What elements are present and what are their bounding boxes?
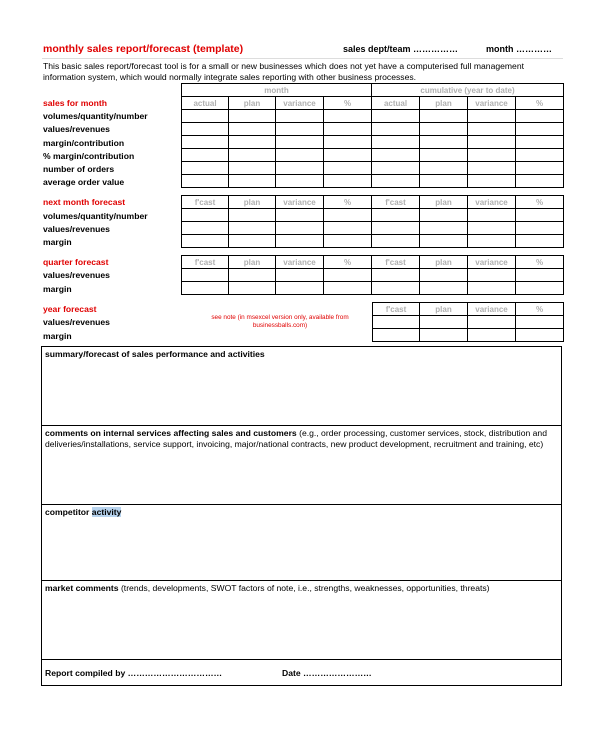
table-cell[interactable]: [372, 235, 420, 248]
table-cell[interactable]: [372, 175, 420, 188]
column-header: %: [516, 97, 564, 110]
column-header: plan: [229, 196, 276, 209]
column-header: f'cast: [182, 196, 229, 209]
table-cell[interactable]: [372, 149, 420, 162]
quarter-forecast-heading: quarter forecast: [43, 257, 109, 267]
table-cell[interactable]: [324, 209, 372, 222]
footer-divider: [41, 659, 562, 660]
table-cell[interactable]: [276, 175, 324, 188]
table-cell[interactable]: [324, 123, 372, 136]
table-row: [182, 175, 564, 188]
table-cell[interactable]: [516, 235, 564, 248]
table-cell[interactable]: [276, 235, 324, 248]
table-cell[interactable]: [468, 209, 516, 222]
table-cell[interactable]: [420, 162, 468, 175]
table-row: [182, 123, 564, 136]
row-label: margin: [43, 284, 72, 294]
column-header: plan: [229, 97, 276, 110]
table-cell[interactable]: [229, 110, 276, 123]
quarter-forecast-table: [181, 255, 564, 295]
table-cell[interactable]: [276, 123, 324, 136]
column-header: plan: [420, 196, 468, 209]
row-label: volumes/quantity/number: [43, 111, 148, 121]
table-cell[interactable]: [420, 222, 468, 235]
table-cell[interactable]: [516, 222, 564, 235]
group-header-month: month: [182, 84, 372, 97]
competitor-label: competitor: [45, 507, 90, 517]
sales-for-month-table: [181, 83, 564, 188]
table-cell[interactable]: [420, 269, 468, 282]
table-cell[interactable]: [182, 136, 229, 149]
table-cell[interactable]: [468, 149, 516, 162]
table-cell[interactable]: [182, 162, 229, 175]
table-cell[interactable]: [516, 282, 564, 295]
next-month-forecast-table: [181, 195, 564, 248]
table-row: [182, 235, 564, 248]
table-cell[interactable]: [516, 329, 564, 342]
table-cell[interactable]: [420, 149, 468, 162]
table-row: [182, 209, 564, 222]
table-row: [182, 282, 564, 295]
table-cell[interactable]: [229, 162, 276, 175]
date-field[interactable]: Date ……………………: [282, 668, 372, 678]
table-cell[interactable]: [372, 136, 420, 149]
table-row: [182, 110, 564, 123]
column-header: %: [324, 256, 372, 269]
table-cell[interactable]: [468, 235, 516, 248]
column-header: variance: [468, 97, 516, 110]
column-header: actual: [372, 97, 420, 110]
table-cell[interactable]: [276, 282, 324, 295]
column-header: plan: [229, 256, 276, 269]
table-row: [182, 269, 564, 282]
header-divider: [42, 58, 563, 59]
row-label: values/revenues: [43, 270, 110, 280]
table-cell[interactable]: [516, 209, 564, 222]
table-cell[interactable]: [324, 136, 372, 149]
table-cell[interactable]: [468, 329, 516, 342]
column-header: %: [516, 303, 564, 316]
table-cell[interactable]: [229, 149, 276, 162]
table-cell[interactable]: [276, 162, 324, 175]
table-cell[interactable]: [324, 110, 372, 123]
year-forecast-heading: year forecast: [43, 304, 97, 314]
column-header: plan: [420, 97, 468, 110]
column-header: f'cast: [372, 196, 420, 209]
table-cell[interactable]: [276, 110, 324, 123]
column-header: %: [516, 196, 564, 209]
table-cell[interactable]: [229, 235, 276, 248]
column-header: variance: [276, 256, 324, 269]
table-cell[interactable]: [516, 316, 564, 329]
table-cell[interactable]: [372, 209, 420, 222]
table-cell[interactable]: [468, 282, 516, 295]
column-header: %: [324, 196, 372, 209]
column-header: %: [324, 97, 372, 110]
comments-box[interactable]: [41, 425, 562, 504]
table-cell[interactable]: [468, 316, 516, 329]
row-label: margin: [43, 237, 72, 247]
table-cell[interactable]: [516, 162, 564, 175]
table-cell[interactable]: [372, 110, 420, 123]
summary-box[interactable]: [41, 346, 562, 425]
table-cell[interactable]: [372, 269, 420, 282]
table-cell[interactable]: [276, 269, 324, 282]
sales-for-month-heading: sales for month: [43, 98, 107, 108]
table-cell[interactable]: [229, 136, 276, 149]
table-cell[interactable]: [420, 282, 468, 295]
market-detail: (trends, developments, SWOT factors of note, i.e., strengths, weaknesses, opportunities, threats): [118, 583, 490, 593]
market-label: market comments: [45, 583, 119, 593]
table-cell[interactable]: [420, 235, 468, 248]
table-cell[interactable]: [229, 282, 276, 295]
competitor-highlight: activity: [91, 507, 122, 517]
table-cell[interactable]: [182, 235, 229, 248]
table-cell[interactable]: [420, 209, 468, 222]
column-header: variance: [276, 196, 324, 209]
column-header: f'cast: [373, 303, 420, 316]
table-cell[interactable]: [324, 282, 372, 295]
table-row: [373, 329, 564, 342]
column-header: f'cast: [372, 256, 420, 269]
column-header: plan: [420, 303, 468, 316]
column-header: actual: [182, 97, 229, 110]
table-cell[interactable]: [468, 110, 516, 123]
column-header: variance: [276, 97, 324, 110]
table-cell[interactable]: [229, 269, 276, 282]
table-cell[interactable]: [468, 222, 516, 235]
next-month-forecast-heading: next month forecast: [43, 197, 126, 207]
row-label: margin/contribution: [43, 138, 125, 148]
table-cell[interactable]: [182, 175, 229, 188]
column-header: plan: [420, 256, 468, 269]
table-cell[interactable]: [276, 209, 324, 222]
table-cell[interactable]: [420, 136, 468, 149]
table-cell[interactable]: [468, 175, 516, 188]
page-title: monthly sales report/forecast (template): [43, 43, 244, 55]
table-cell[interactable]: [372, 282, 420, 295]
report-compiled-by-field[interactable]: Report compiled by ……………………………: [45, 668, 223, 678]
table-cell[interactable]: [468, 136, 516, 149]
row-label: average order value: [43, 177, 125, 187]
intro-text: This basic sales report/forecast tool is for a small or new businesses which does not yet have a computerised full management information system, which would normally integrate sales reporting with other business processes.: [43, 61, 525, 82]
table-cell[interactable]: [372, 222, 420, 235]
competitor-box[interactable]: [41, 504, 562, 580]
row-label: volumes/quantity/number: [43, 211, 148, 221]
table-cell[interactable]: [182, 110, 229, 123]
excel-note: see note (in msexcel version only, available from businessballs.com): [211, 314, 349, 329]
month-field[interactable]: month …………: [486, 44, 552, 54]
table-cell[interactable]: [276, 136, 324, 149]
dept-team-field[interactable]: sales dept/team ……………: [343, 44, 459, 54]
table-cell[interactable]: [372, 123, 420, 136]
table-cell[interactable]: [420, 123, 468, 136]
table-cell[interactable]: [420, 316, 468, 329]
table-cell[interactable]: [324, 149, 372, 162]
table-cell[interactable]: [324, 175, 372, 188]
table-cell[interactable]: [372, 162, 420, 175]
table-cell[interactable]: [182, 209, 229, 222]
table-cell[interactable]: [516, 136, 564, 149]
table-cell[interactable]: [229, 123, 276, 136]
table-cell[interactable]: [324, 222, 372, 235]
comments-detail: (e.g., order processing, customer services, stock, distribution and deliveries/installations, service support, invoicing, major/national contracts, new product development, recruitment and training, etc): [45, 428, 547, 449]
table-cell[interactable]: [324, 235, 372, 248]
summary-label: summary/forecast of sales performance and activities: [45, 349, 265, 359]
table-cell[interactable]: [373, 316, 420, 329]
table-cell[interactable]: [324, 162, 372, 175]
table-cell[interactable]: [468, 162, 516, 175]
table-cell[interactable]: [229, 209, 276, 222]
table-cell[interactable]: [182, 149, 229, 162]
table-cell[interactable]: [182, 123, 229, 136]
table-cell[interactable]: [516, 175, 564, 188]
year-forecast-table: [372, 302, 564, 342]
table-cell[interactable]: [229, 175, 276, 188]
table-cell[interactable]: [420, 110, 468, 123]
table-row: [182, 162, 564, 175]
table-cell[interactable]: [229, 222, 276, 235]
table-cell[interactable]: [420, 329, 468, 342]
row-label: values/revenues: [43, 224, 110, 234]
table-cell[interactable]: [516, 269, 564, 282]
comments-label: comments on internal services affecting sales and customers: [45, 428, 297, 438]
table-row: [182, 149, 564, 162]
group-header-cumulative: cumulative (year to date): [372, 84, 564, 97]
column-header: variance: [468, 303, 516, 316]
table-row: [373, 316, 564, 329]
row-label: values/revenues: [43, 317, 110, 327]
column-header: variance: [468, 196, 516, 209]
table-cell[interactable]: [468, 269, 516, 282]
column-header: variance: [468, 256, 516, 269]
table-cell[interactable]: [516, 149, 564, 162]
table-cell[interactable]: [276, 222, 324, 235]
table-cell[interactable]: [182, 269, 229, 282]
table-cell[interactable]: [420, 175, 468, 188]
table-cell[interactable]: [324, 269, 372, 282]
table-cell[interactable]: [373, 329, 420, 342]
table-cell[interactable]: [516, 110, 564, 123]
row-label: % margin/contribution: [43, 151, 135, 161]
table-row: [182, 222, 564, 235]
row-label: number of orders: [43, 164, 115, 174]
table-cell[interactable]: [468, 123, 516, 136]
row-label: margin: [43, 331, 72, 341]
table-cell[interactable]: [182, 282, 229, 295]
column-header: %: [516, 256, 564, 269]
column-header: f'cast: [182, 256, 229, 269]
table-cell[interactable]: [516, 123, 564, 136]
table-cell[interactable]: [182, 222, 229, 235]
row-label: values/revenues: [43, 124, 110, 134]
table-row: [182, 136, 564, 149]
table-cell[interactable]: [276, 149, 324, 162]
